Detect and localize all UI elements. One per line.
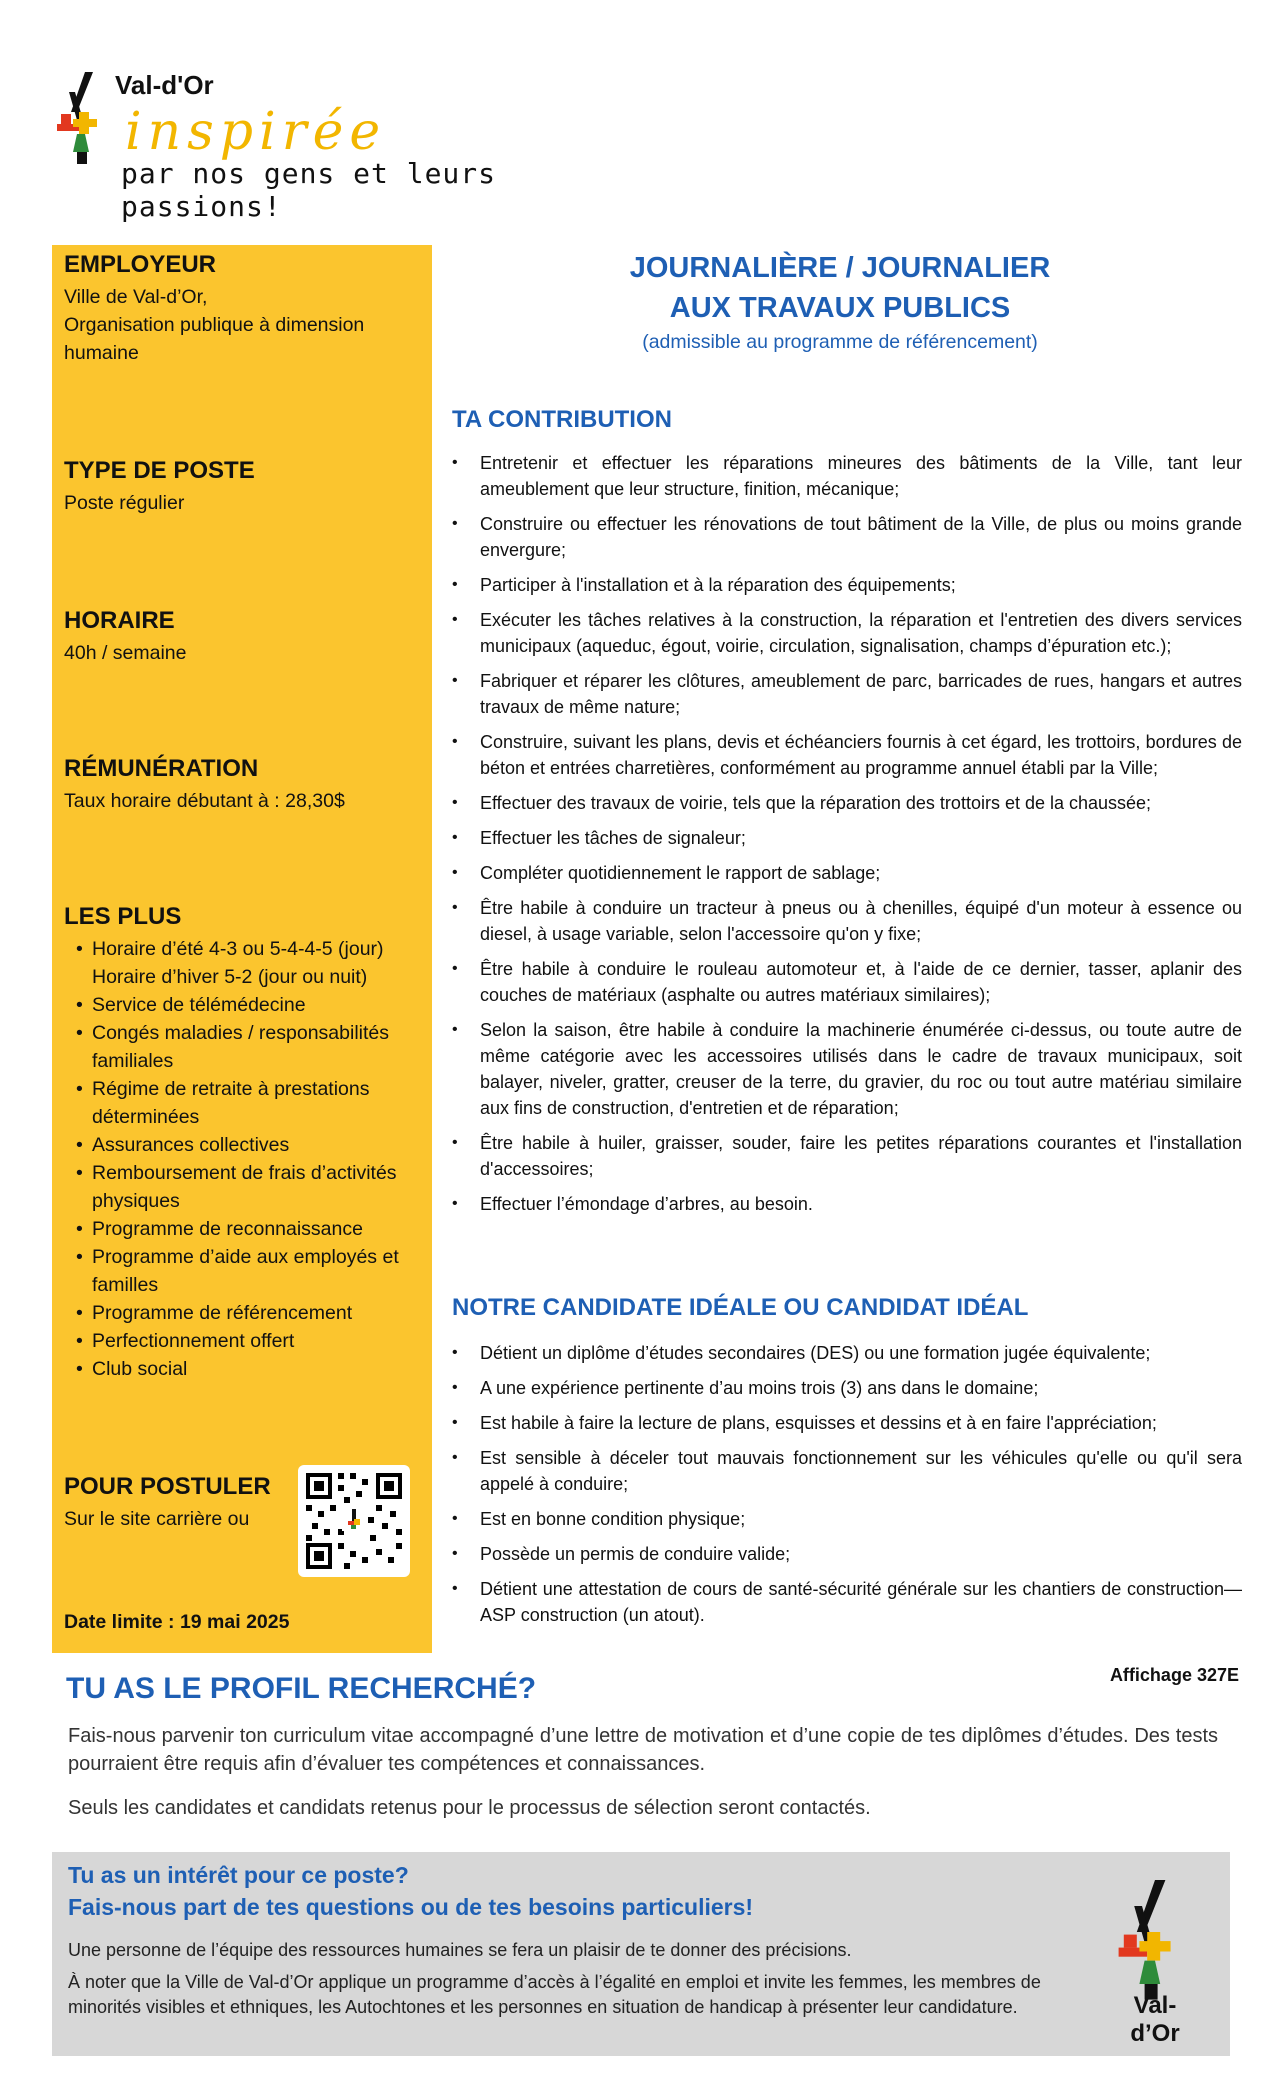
position-type-heading: TYPE DE POSTE: [64, 457, 255, 484]
contact-heading-2: Fais-nous part de tes questions ou de tes besoins particuliers!: [68, 1894, 754, 1920]
contribution-item: • Fabriquer et réparer les clôtures, ameublement de parc, barricades de rues, hangars et autres travaux de même nature;: [450, 668, 1242, 720]
pay-heading: RÉMUNÉRATION: [64, 755, 259, 782]
employer-section: [64, 251, 424, 367]
profile-heading: TU AS LE PROFIL RECHERCHÉ?: [66, 1672, 537, 1705]
ideal-item: • Détient un diplôme d’études secondaires (DES) ou une formation jugée équivalente;: [450, 1340, 1242, 1366]
header-logo: [55, 62, 615, 223]
perk-item: • Congés maladies / responsabilités familiales: [64, 1019, 424, 1075]
perks-heading: LES PLUS: [64, 903, 182, 930]
contribution-item: • Effectuer l’émondage d’arbres, au besoin.: [450, 1191, 1242, 1217]
perk-item: • Régime de retraite à prestations déterminées: [64, 1075, 424, 1131]
employer-line: Ville de Val-d’Or,: [64, 286, 208, 308]
contribution-item: • Participer à l'installation et à la réparation des équipements;: [450, 572, 1242, 598]
ideal-item: • Est habile à faire la lecture de plans, esquisses et dessins et à en faire l'appréciation;: [450, 1410, 1242, 1436]
contribution-item: • Être habile à conduire le rouleau automoteur et, à l'aide de ce dernier, tasser, aplanir des couches de matériaux (asphalte ou autres matériaux similaires);: [450, 956, 1242, 1008]
ideal-item: • Est en bonne condition physique;: [450, 1506, 1242, 1532]
deadline-text: Date limite : 19 mai 2025: [64, 1611, 290, 1633]
contribution-item: • Selon la saison, être habile à conduire la machinerie énumérée ci-dessus, ou toute autre de même catégorie avec les accessoires utilisés dans le cadre de travaux municipaux, soit balayer, niveler, gratter, creuser de la terre, du gravier, du roc ou tout autre matériau similaire aux fins de construction, d'entretien et de réparation;: [450, 1017, 1242, 1121]
contribution-item: • Entretenir et effectuer les réparations mineures des bâtiments de la Ville, tant leur ameublement que leur structure, finition, mécanique;: [450, 450, 1242, 502]
job-title: [450, 248, 1230, 356]
ideal-candidate-list: [450, 1340, 1242, 1637]
employer-line: Organisation publique à dimension: [64, 314, 365, 336]
perk-item: • Horaire d’été 4-3 ou 5-4-4-5 (jour) Horaire d’hiver 5-2 (jour ou nuit): [64, 935, 424, 991]
footer-logo-text: Val-d’Or: [1130, 1992, 1180, 2047]
schedule-heading: HORAIRE: [64, 607, 175, 634]
ideal-item: • A une expérience pertinente d’au moins trois (3) ans dans le domaine;: [450, 1375, 1242, 1401]
pay-value: Taux horaire débutant à : 28,30$: [64, 790, 345, 812]
deadline: [64, 1611, 424, 1634]
apply-heading: POUR POSTULER: [64, 1473, 271, 1500]
contribution-item: • Compléter quotidiennement le rapport de sablage;: [450, 860, 1242, 886]
ideal-candidate-heading: NOTRE CANDIDATE IDÉALE OU CANDIDAT IDÉAL: [452, 1294, 1029, 1321]
footer-logo: [1110, 1880, 1200, 2048]
equal-opportunity-paragraph: À noter que la Ville de Val-d’Or applique un programme d’accès à l’égalité en emploi et invite les femmes, les membres de minorités visibles et ethniques, les Autochtones et les personnes en situation de handicap à présenter leur candidature.: [68, 1972, 1041, 2017]
perk-item: • Perfectionnement offert: [64, 1327, 424, 1355]
profile-note: Seuls les candidates et candidats retenus pour le processus de sélection seront contactés.: [68, 1797, 871, 1819]
pay-section: [64, 755, 424, 815]
brand-tagline: par nos gens et leurs passions!: [121, 157, 497, 223]
perk-item: • Assurances collectives: [64, 1131, 424, 1159]
job-info-sidebar: [52, 245, 432, 1653]
employer-line: humaine: [64, 342, 139, 364]
profile-paragraph: Fais-nous parvenir ton curriculum vitae accompagné d’une lettre de motivation et d’une copie de tes diplômes d’études. Des tests pourraient être requis afin d’évaluer tes compétences et connaissances.: [68, 1725, 1218, 1775]
perk-item: • Programme d’aide aux employés et familles: [64, 1243, 424, 1299]
perk-item: • Programme de référencement: [64, 1299, 424, 1327]
contribution-item: • Effectuer les tâches de signaleur;: [450, 825, 1242, 851]
val-dor-emblem-icon: [1110, 1880, 1200, 2010]
perk-item: • Club social: [64, 1355, 424, 1383]
posting-reference: Affichage 327E: [1109, 1665, 1239, 1685]
perk-item: • Service de télémédecine: [64, 991, 424, 1019]
qr-code-icon: [298, 1465, 410, 1577]
perk-item: • Programme de reconnaissance: [64, 1215, 424, 1243]
contribution-heading: TA CONTRIBUTION: [452, 406, 672, 433]
contribution-item: • Construire, suivant les plans, devis et échéanciers fournis à cet égard, les trottoirs, bordures de béton et entrées charretières, conformément au programme annuel établi par la Ville;: [450, 729, 1242, 781]
ideal-item: • Possède un permis de conduire valide;: [450, 1541, 1242, 1567]
job-subtitle: (admissible au programme de référencement): [642, 331, 1038, 353]
perk-item: • Remboursement de frais d’activités physiques: [64, 1159, 424, 1215]
contribution-item: • Exécuter les tâches relatives à la construction, la réparation et l'entretien des divers services municipaux (aqueduc, égout, voirie, circulation, signalisation, champs d’épuration etc.);: [450, 607, 1242, 659]
perks-section: [64, 903, 424, 1383]
perks-list: [64, 935, 424, 1383]
contribution-item: • Être habile à conduire un tracteur à pneus ou à chenilles, équipé d'un moteur à essence ou diesel, à usage variable, selon l'accessoire qu'on y fixe;: [450, 895, 1242, 947]
position-type-section: [64, 457, 424, 517]
job-title-line2: AUX TRAVAUX PUBLICS: [669, 292, 1011, 324]
contribution-item: • Construire ou effectuer les rénovations de tout bâtiment de la Ville, de plus ou moins grande envergure;: [450, 511, 1242, 563]
apply-value: Sur le site carrière ou: [64, 1508, 250, 1530]
contact-paragraph: Une personne de l’équipe des ressources humaines se fera un plaisir de te donner des précisions.: [68, 1940, 852, 1960]
brand-script-word: inspirée: [125, 102, 387, 162]
contribution-item: • Être habile à huiler, graisser, souder, faire les petites réparations courantes et l'installation d'accessoires;: [450, 1130, 1242, 1182]
position-type-value: Poste régulier: [64, 492, 185, 514]
schedule-section: [64, 607, 424, 667]
apply-section: [64, 1473, 282, 1533]
contribution-list: [450, 450, 1242, 1226]
ideal-item: • Est sensible à déceler tout mauvais fonctionnement sur les véhicules qu'elle ou qu'il sera appelé à conduire;: [450, 1445, 1242, 1497]
brand-name: Val-d'Or: [115, 70, 214, 100]
employer-heading: EMPLOYEUR: [64, 251, 217, 278]
apply-qr-code[interactable]: [298, 1465, 410, 1577]
ideal-item: • Détient une attestation de cours de santé-sécurité générale sur les chantiers de construction—ASP construction (un atout).: [450, 1576, 1242, 1628]
schedule-value: 40h / semaine: [64, 642, 187, 664]
contact-heading-1: Tu as un intérêt pour ce poste?: [68, 1862, 409, 1888]
val-dor-emblem-icon: [55, 72, 115, 172]
job-title-line1: JOURNALIÈRE / JOURNALIER: [629, 252, 1051, 284]
contribution-item: • Effectuer des travaux de voirie, tels que la réparation des trottoirs et de la chaussée;: [450, 790, 1242, 816]
contact-box: [52, 1852, 1230, 2056]
